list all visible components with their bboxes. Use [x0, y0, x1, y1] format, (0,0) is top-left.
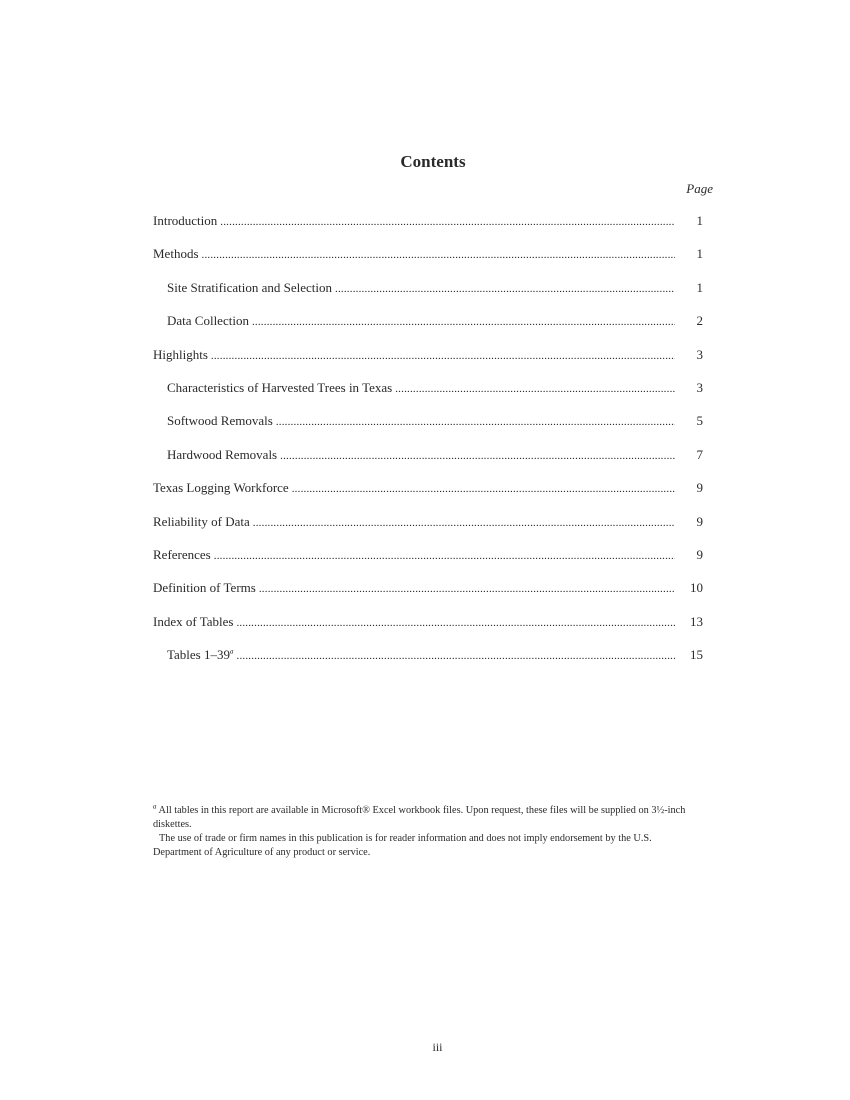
toc-entry-introduction[interactable] — [153, 213, 703, 246]
toc-entry-label: Data Collection — [167, 313, 249, 329]
footnote-a-text: All tables in this report are available in Microsoft® Excel workbook files. Upon request, these files will be supplied on 3½-inch diskettes. — [153, 805, 686, 830]
footnotes — [153, 804, 698, 860]
dot-leader — [259, 580, 675, 596]
toc-entry-index-of-tables[interactable] — [153, 614, 703, 647]
dot-leader — [253, 514, 675, 530]
dot-leader — [214, 547, 675, 563]
toc-entry-label: Highlights — [153, 346, 208, 362]
footnote-marker: a — [230, 647, 234, 656]
page-column-label: Page — [686, 181, 713, 196]
toc-entry-label-text: Tables 1–39 — [167, 647, 230, 663]
dot-leader — [335, 280, 675, 296]
footnote-marker: a — [153, 802, 157, 811]
toc-entry-label: Methods — [153, 246, 199, 262]
toc-entry-label: Site Stratification and Selection — [167, 279, 332, 295]
toc-entry-page: 1 — [696, 213, 703, 228]
toc-entry-page: 10 — [690, 580, 703, 596]
toc-entry-page: 1 — [696, 279, 703, 295]
toc-entry-page: 7 — [696, 446, 703, 462]
toc-entry-page: 5 — [696, 413, 703, 429]
page-number: iii — [432, 1040, 443, 1054]
toc-entry-label: Texas Logging Workforce — [153, 480, 289, 496]
dot-leader — [220, 213, 675, 229]
toc-entry-page: 15 — [690, 647, 703, 663]
toc-entry-highlights[interactable] — [153, 347, 703, 380]
dot-leader — [237, 647, 676, 663]
dot-leader — [395, 380, 675, 396]
toc-entry-characteristics[interactable] — [153, 380, 703, 413]
table-of-contents — [153, 213, 703, 680]
toc-entry-hardwood-removals[interactable] — [153, 447, 703, 480]
dot-leader — [292, 480, 675, 496]
toc-entry-label: Hardwood Removals — [167, 446, 278, 462]
toc-entry-references[interactable] — [153, 547, 703, 580]
footnote-a — [153, 804, 698, 832]
disclaimer-text: The use of trade or firm names in this publication is for reader information and does not imply endorsement by the U.S. Department of Agriculture of any product or service. — [153, 833, 652, 858]
toc-entry-label: Definition of Terms — [153, 580, 256, 596]
toc-entry-label: Index of Tables — [153, 613, 234, 629]
toc-entry-label: Softwood Removals — [167, 413, 273, 429]
toc-entry-softwood-removals[interactable] — [153, 413, 703, 446]
toc-entry-page: 13 — [690, 613, 703, 629]
dot-leader — [236, 614, 675, 630]
toc-entry-label — [167, 647, 237, 663]
dot-leader — [252, 313, 675, 329]
toc-entry-label: Introduction — [153, 213, 218, 228]
toc-entry-logging-workforce[interactable] — [153, 480, 703, 513]
toc-entry-definition-of-terms[interactable] — [153, 580, 703, 613]
toc-entry-page: 9 — [696, 546, 703, 562]
page-title: Contents — [400, 152, 466, 171]
toc-entry-page: 3 — [696, 346, 703, 362]
toc-entry-page: 1 — [696, 246, 703, 262]
toc-entry-methods[interactable] — [153, 246, 703, 279]
toc-entry-label: Reliability of Data — [153, 513, 250, 529]
toc-entry-page: 9 — [696, 513, 703, 529]
dot-leader — [202, 246, 676, 262]
dot-leader — [280, 447, 675, 463]
toc-entry-reliability[interactable] — [153, 514, 703, 547]
dot-leader — [276, 413, 675, 429]
toc-entry-page: 9 — [696, 480, 703, 496]
dot-leader — [211, 347, 675, 363]
toc-entry-site-stratification[interactable] — [153, 280, 703, 313]
toc-entry-label: References — [153, 546, 211, 562]
toc-entry-page: 2 — [696, 313, 703, 329]
toc-entry-data-collection[interactable] — [153, 313, 703, 346]
toc-entry-page: 3 — [696, 379, 703, 395]
toc-entry-label: Characteristics of Harvested Trees in Texas — [167, 379, 393, 395]
toc-entry-tables[interactable] — [153, 647, 703, 680]
